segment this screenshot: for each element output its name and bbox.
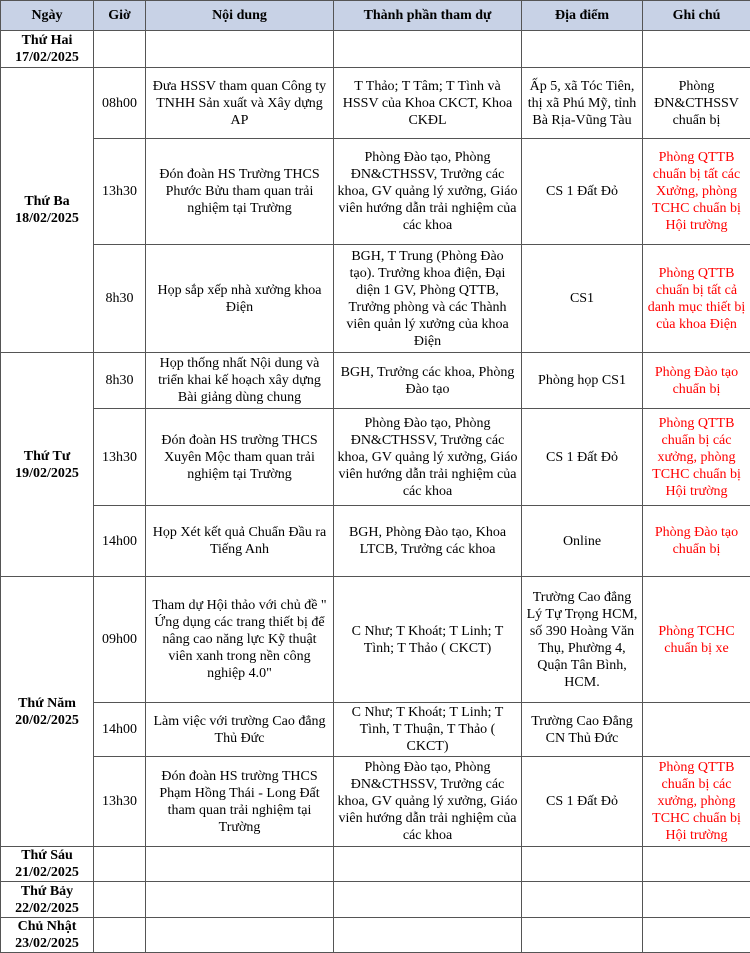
event-note: Phòng TCHC chuẩn bị xe bbox=[643, 577, 750, 703]
event-participants: Phòng Đào tạo, Phòng ĐN&CTHSSV, Trưởng các khoa, GV quảng lý xưởng, Giáo viên hướng dẫn trải nghiệm của các khoa bbox=[334, 757, 522, 847]
empty-cell bbox=[146, 847, 334, 882]
day-cell-thursday bbox=[1, 577, 94, 847]
event-participants: C Như; T Khoát; T Linh; T Tình, T Thuận, T Thảo ( CKCT) bbox=[334, 703, 522, 757]
empty-cell bbox=[334, 31, 522, 68]
event-time: 14h00 bbox=[94, 703, 146, 757]
day-date: 20/02/2025 bbox=[4, 712, 90, 729]
event-row bbox=[1, 409, 750, 506]
event-participants: Phòng Đào tạo, Phòng ĐN&CTHSSV, Trưởng các khoa, GV quảng lý xưởng, Giáo viên hướng dẫn trải nghiệm của các khoa bbox=[334, 409, 522, 506]
header-day: Ngày bbox=[1, 1, 94, 31]
event-participants: T Thảo; T Tâm; T Tình và HSSV của Khoa CKCT, Khoa CKĐL bbox=[334, 68, 522, 139]
event-row bbox=[1, 353, 750, 409]
day-cell-monday bbox=[1, 31, 94, 68]
event-content: Tham dự Hội thảo với chủ đề " Ứng dụng các trang thiết bị để nâng cao năng lực Kỹ thuật viên xanh trong nền công nghiệp 4.0" bbox=[146, 577, 334, 703]
event-note: Phòng ĐN&CTHSSV chuẩn bị bbox=[643, 68, 750, 139]
event-content: Họp thống nhất Nội dung và triển khai kế hoạch xây dựng Bài giảng dùng chung bbox=[146, 353, 334, 409]
day-label: Thứ Sáu bbox=[4, 847, 90, 864]
day-cell-saturday bbox=[1, 882, 94, 918]
event-time: 09h00 bbox=[94, 577, 146, 703]
event-note: Phòng Đào tạo chuẩn bị bbox=[643, 353, 750, 409]
day-label: Thứ Ba bbox=[4, 193, 90, 210]
empty-cell bbox=[643, 847, 750, 882]
event-participants: BGH, Trưởng các khoa, Phòng Đào tạo bbox=[334, 353, 522, 409]
header-note: Ghi chú bbox=[643, 1, 750, 31]
event-time: 13h30 bbox=[94, 409, 146, 506]
day-date: 17/02/2025 bbox=[4, 49, 90, 66]
day-label: Thứ Năm bbox=[4, 695, 90, 712]
event-row bbox=[1, 703, 750, 757]
day-date: 23/02/2025 bbox=[4, 935, 90, 952]
day-date: 18/02/2025 bbox=[4, 210, 90, 227]
day-cell-wednesday bbox=[1, 353, 94, 577]
event-participants: Phòng Đào tạo, Phòng ĐN&CTHSSV, Trưởng các khoa, GV quảng lý xưởng, Giáo viên hướng dẫn trải nghiệm của các khoa bbox=[334, 139, 522, 245]
day-label: Chủ Nhật bbox=[4, 918, 90, 935]
event-participants: C Như; T Khoát; T Linh; T Tình; T Thảo ( CKCT) bbox=[334, 577, 522, 703]
empty-cell bbox=[334, 918, 522, 953]
event-content: Đón đoàn HS trường THCS Phạm Hồng Thái - Long Đất tham quan trải nghiệm tại Trường bbox=[146, 757, 334, 847]
event-time: 13h30 bbox=[94, 139, 146, 245]
event-note: Phòng QTTB chuẩn bị tất cả danh mục thiết bị của khoa Điện bbox=[643, 245, 750, 353]
empty-cell bbox=[334, 882, 522, 918]
event-content: Họp sắp xếp nhà xưởng khoa Điện bbox=[146, 245, 334, 353]
empty-cell bbox=[94, 882, 146, 918]
event-row bbox=[1, 757, 750, 847]
empty-cell bbox=[643, 918, 750, 953]
empty-cell bbox=[94, 31, 146, 68]
empty-cell bbox=[522, 882, 643, 918]
empty-cell bbox=[643, 882, 750, 918]
event-location: Ấp 5, xã Tóc Tiên, thị xã Phú Mỹ, tỉnh Bà Rịa-Vũng Tàu bbox=[522, 68, 643, 139]
empty-cell bbox=[334, 847, 522, 882]
event-row bbox=[1, 139, 750, 245]
event-content: Đưa HSSV tham quan Công ty TNHH Sản xuất và Xây dựng AP bbox=[146, 68, 334, 139]
event-location: Trường Cao Đẳng CN Thủ Đức bbox=[522, 703, 643, 757]
event-row bbox=[1, 245, 750, 353]
day-date: 19/02/2025 bbox=[4, 465, 90, 482]
day-cell-tuesday bbox=[1, 68, 94, 353]
day-row-sunday bbox=[1, 918, 750, 953]
day-label: Thứ Tư bbox=[4, 448, 90, 465]
event-location: Phòng họp CS1 bbox=[522, 353, 643, 409]
event-location: CS 1 Đất Đỏ bbox=[522, 409, 643, 506]
event-content: Làm việc với trường Cao đẳng Thủ Đức bbox=[146, 703, 334, 757]
header-location: Địa điểm bbox=[522, 1, 643, 31]
header-row bbox=[1, 1, 750, 31]
empty-cell bbox=[94, 918, 146, 953]
event-location: CS1 bbox=[522, 245, 643, 353]
event-row bbox=[1, 577, 750, 703]
event-note: Phòng Đào tạo chuẩn bị bbox=[643, 506, 750, 577]
event-location: CS 1 Đất Đỏ bbox=[522, 139, 643, 245]
header-participants: Thành phần tham dự bbox=[334, 1, 522, 31]
empty-cell bbox=[146, 31, 334, 68]
day-date: 21/02/2025 bbox=[4, 864, 90, 881]
event-location: CS 1 Đất Đỏ bbox=[522, 757, 643, 847]
day-row-monday bbox=[1, 31, 750, 68]
event-participants: BGH, Phòng Đào tạo, Khoa LTCB, Trưởng các khoa bbox=[334, 506, 522, 577]
empty-cell bbox=[146, 918, 334, 953]
day-date: 22/02/2025 bbox=[4, 900, 90, 917]
empty-cell bbox=[522, 847, 643, 882]
event-time: 8h30 bbox=[94, 245, 146, 353]
event-time: 14h00 bbox=[94, 506, 146, 577]
event-time: 8h30 bbox=[94, 353, 146, 409]
day-label: Thứ Bảy bbox=[4, 883, 90, 900]
event-time: 08h00 bbox=[94, 68, 146, 139]
empty-cell bbox=[94, 847, 146, 882]
event-note: Phòng QTTB chuẩn bị các xưởng, phòng TCHC chuẩn bị Hội trường bbox=[643, 409, 750, 506]
day-row-friday bbox=[1, 847, 750, 882]
event-note: Phòng QTTB chuẩn bị các xưởng, phòng TCHC chuẩn bị Hội trường bbox=[643, 757, 750, 847]
header-time: Giờ bbox=[94, 1, 146, 31]
event-note bbox=[643, 703, 750, 757]
day-cell-sunday bbox=[1, 918, 94, 953]
event-content: Đón đoàn HS trường THCS Xuyên Mộc tham quan trải nghiệm tại Trường bbox=[146, 409, 334, 506]
event-location: Trường Cao đẳng Lý Tự Trọng HCM, số 390 Hoàng Văn Thụ, Phường 4, Quận Tân Bình, HCM. bbox=[522, 577, 643, 703]
day-row-saturday bbox=[1, 882, 750, 918]
day-cell-friday bbox=[1, 847, 94, 882]
header-content: Nội dung bbox=[146, 1, 334, 31]
event-content: Đón đoàn HS Trường THCS Phước Bửu tham quan trải nghiệm tại Trường bbox=[146, 139, 334, 245]
empty-cell bbox=[522, 918, 643, 953]
event-content: Họp Xét kết quả Chuẩn Đầu ra Tiếng Anh bbox=[146, 506, 334, 577]
event-participants: BGH, T Trung (Phòng Đào tạo). Trưởng khoa điện, Đại diện 1 GV, Phòng QTTB, Trưởng phòng và các Thành viên quản lý xưởng của khoa Điện bbox=[334, 245, 522, 353]
event-note: Phòng QTTB chuẩn bị tất các Xưởng, phòng TCHC chuẩn bị Hội trường bbox=[643, 139, 750, 245]
empty-cell bbox=[146, 882, 334, 918]
event-time: 13h30 bbox=[94, 757, 146, 847]
empty-cell bbox=[522, 31, 643, 68]
event-row bbox=[1, 506, 750, 577]
day-label: Thứ Hai bbox=[4, 32, 90, 49]
event-row bbox=[1, 68, 750, 139]
event-location: Online bbox=[522, 506, 643, 577]
empty-cell bbox=[643, 31, 750, 68]
